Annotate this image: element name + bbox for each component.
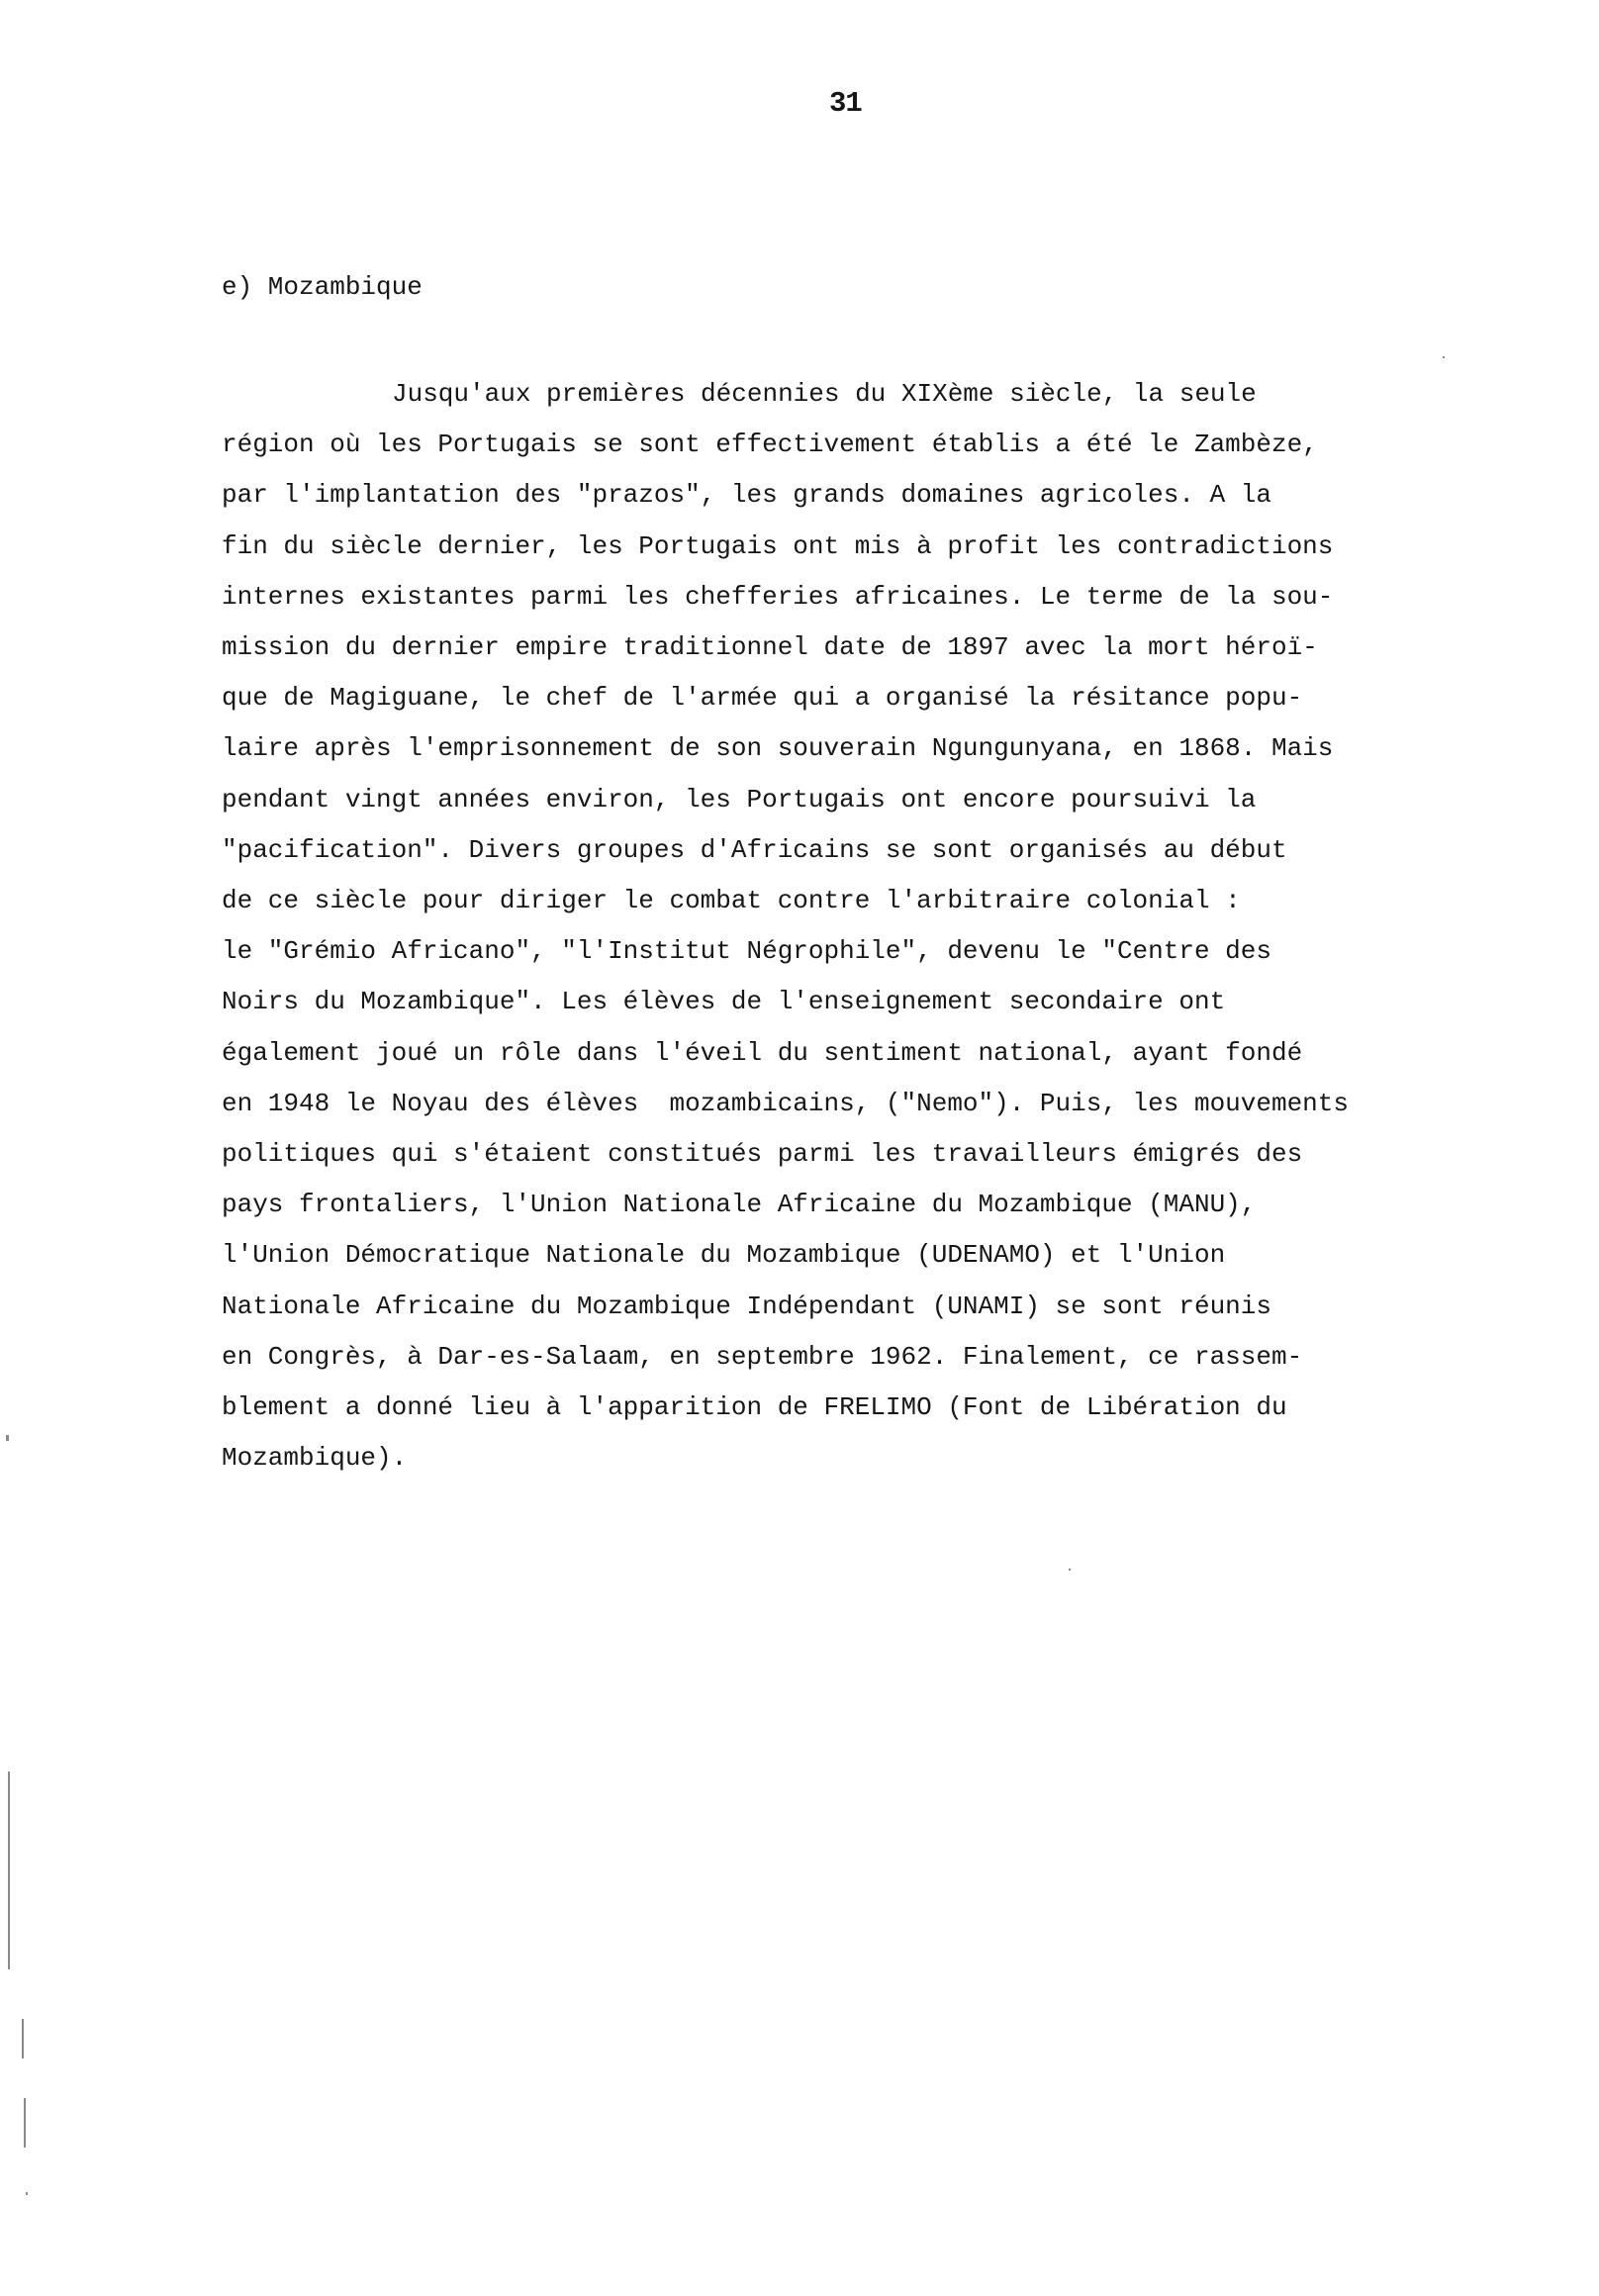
text-line: blement a donné lieu à l'apparition de FRELIMO (Font de Libération du <box>222 1392 1287 1423</box>
text-line: en 1948 le Noyau des élèves mozambicains, ("Nemo"). Puis, les mouvements <box>222 1088 1349 1118</box>
text-line: Nationale Africaine du Mozambique Indépendant (UNAMI) se sont réunis <box>222 1291 1271 1321</box>
text-line: "pacification". Divers groupes d'Africains se sont organisés au début <box>222 834 1287 865</box>
scan-artifact <box>8 1771 10 1969</box>
scan-artifact <box>26 2192 28 2195</box>
text-line: laire après l'emprisonnement de son souverain Ngungunyana, en 1868. Mais <box>222 733 1334 764</box>
text-line: de ce siècle pour diriger le combat contre l'arbitraire colonial : <box>222 886 1241 916</box>
text-line: Jusqu'aux premières décennies du XIXème siècle, la seule <box>392 379 1257 409</box>
text-line: internes existantes parmi les chefferies africaines. Le terme de la sou- <box>222 581 1334 612</box>
text-line: fin du siècle dernier, les Portugais ont mis à profit les contradictions <box>222 530 1334 561</box>
text-line: en Congrès, à Dar-es-Salaam, en septembre 1962. Finalement, ce rassem- <box>222 1341 1303 1372</box>
text-line: Mozambique). <box>222 1443 408 1474</box>
text-line: mission du dernier empire traditionnel date de 1897 avec la mort héroï- <box>222 632 1318 663</box>
text-line: région où les Portugais se sont effectivement établis a été le Zambèze, <box>222 430 1318 460</box>
text-line: que de Magiguane, le chef de l'armée qui a organisé la résitance popu- <box>222 683 1303 714</box>
scan-artifact <box>22 2019 24 2058</box>
scan-artifact <box>24 2098 26 2148</box>
scan-artifact <box>1443 356 1445 358</box>
text-line: pays frontaliers, l'Union Nationale Africaine du Mozambique (MANU), <box>222 1190 1257 1220</box>
text-line: politiques qui s'étaient constitués parmi les travailleurs émigrés des <box>222 1139 1303 1170</box>
text-line: l'Union Démocratique Nationale du Mozambique (UDENAMO) et l'Union <box>222 1240 1226 1271</box>
text-line: également joué un rôle dans l'éveil du sentiment national, ayant fondé <box>222 1037 1303 1068</box>
text-line: par l'implantation des "prazos", les grands domaines agricoles. A la <box>222 480 1271 511</box>
body-paragraph <box>222 369 1587 1483</box>
scan-artifact <box>1069 1569 1071 1571</box>
section-heading: e) Mozambique <box>222 272 423 302</box>
text-line: le "Grémio Africano", "l'Institut Négrophile", devenu le "Centre des <box>222 936 1271 967</box>
text-line: pendant vingt années environ, les Portugais ont encore poursuivi la <box>222 784 1257 814</box>
text-line: Noirs du Mozambique". Les élèves de l'enseignement secondaire ont <box>222 987 1226 1017</box>
scan-artifact <box>6 1435 9 1441</box>
page-number: 31 <box>829 87 862 120</box>
